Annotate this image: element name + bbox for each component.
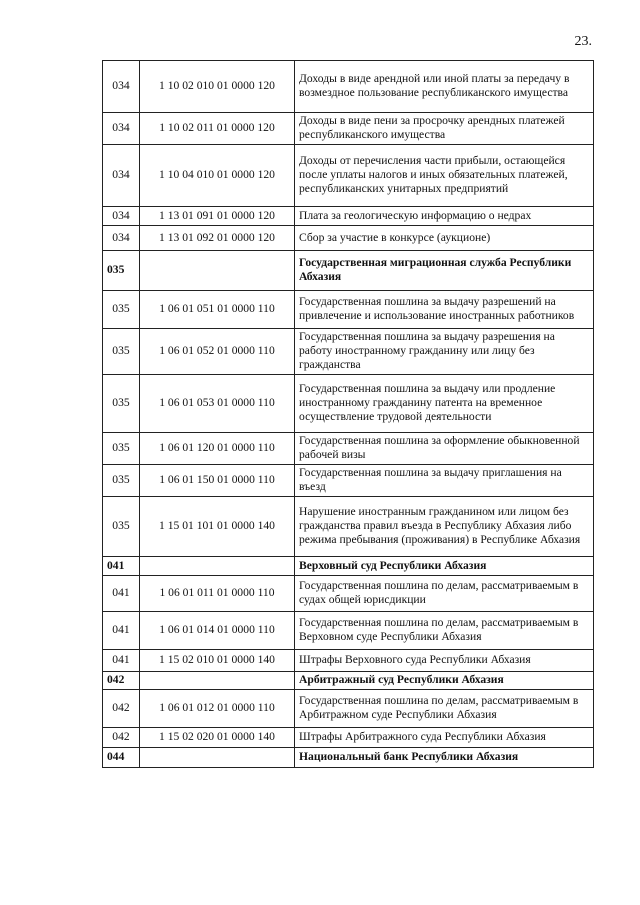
description-cell: Штрафы Верховного суда Республики Абхазия (295, 650, 594, 672)
budget-code-cell: 1 06 01 052 01 0000 110 (140, 329, 295, 375)
budget-code-cell: 1 13 01 092 01 0000 120 (140, 226, 295, 251)
description-cell: Арбитражный суд Республики Абхазия (295, 672, 594, 690)
table-row (103, 145, 594, 207)
admin-code-cell: 035 (103, 251, 140, 291)
description-cell: Сбор за участие в конкурсе (аукционе) (295, 226, 594, 251)
table-row (103, 576, 594, 612)
budget-classification-table (102, 60, 594, 768)
table-row (103, 329, 594, 375)
description-cell: Государственная пошлина по делам, рассматриваемым в Арбитражном суде Республики Абхазия (295, 690, 594, 728)
description-cell: Государственная пошлина за выдачу или продление иностранному гражданину патента на временное осуществление трудовой деятельности (295, 375, 594, 433)
budget-code-cell: 1 06 01 011 01 0000 110 (140, 576, 295, 612)
section-header-row (103, 251, 594, 291)
admin-code-cell: 041 (103, 650, 140, 672)
description-cell: Штрафы Арбитражного суда Республики Абхазия (295, 728, 594, 748)
description-cell: Плата за геологическую информацию о недрах (295, 207, 594, 226)
budget-code-cell: 1 10 04 010 01 0000 120 (140, 145, 295, 207)
table-row (103, 61, 594, 113)
admin-code-cell: 035 (103, 329, 140, 375)
table-row (103, 728, 594, 748)
table-row (103, 433, 594, 465)
description-cell: Государственная пошлина за выдачу разрешения на работу иностранному гражданину или лицу без гражданства (295, 329, 594, 375)
budget-code-cell (140, 251, 295, 291)
admin-code-cell: 041 (103, 557, 140, 576)
budget-code-cell: 1 15 01 101 01 0000 140 (140, 497, 295, 557)
budget-code-cell: 1 06 01 014 01 0000 110 (140, 612, 295, 650)
admin-code-cell: 035 (103, 465, 140, 497)
admin-code-cell: 041 (103, 612, 140, 650)
table-row (103, 612, 594, 650)
description-cell: Государственная пошлина за оформление обыкновенной рабочей визы (295, 433, 594, 465)
budget-code-cell: 1 06 01 053 01 0000 110 (140, 375, 295, 433)
budget-code-cell: 1 06 01 150 01 0000 110 (140, 465, 295, 497)
budget-code-cell (140, 557, 295, 576)
section-header-row (103, 748, 594, 768)
table-row (103, 226, 594, 251)
description-cell: Доходы в виде арендной или иной платы за передачу в возмездное пользование республиканского имущества (295, 61, 594, 113)
admin-code-cell: 035 (103, 375, 140, 433)
description-cell: Государственная пошлина по делам, рассматриваемым в судах общей юрисдикции (295, 576, 594, 612)
description-cell: Национальный банк Республики Абхазия (295, 748, 594, 768)
admin-code-cell: 035 (103, 433, 140, 465)
description-cell: Государственная пошлина за выдачу разрешений на привлечение и использование иностранных работников (295, 291, 594, 329)
table-row (103, 465, 594, 497)
admin-code-cell: 034 (103, 207, 140, 226)
description-cell: Верховный суд Республики Абхазия (295, 557, 594, 576)
description-cell: Государственная пошлина за выдачу приглашения на въезд (295, 465, 594, 497)
budget-code-cell: 1 06 01 120 01 0000 110 (140, 433, 295, 465)
admin-code-cell: 034 (103, 145, 140, 207)
admin-code-cell: 044 (103, 748, 140, 768)
page-number: 23. (574, 34, 592, 49)
admin-code-cell: 042 (103, 672, 140, 690)
section-header-row (103, 557, 594, 576)
admin-code-cell: 034 (103, 113, 140, 145)
table-row (103, 291, 594, 329)
admin-code-cell: 042 (103, 728, 140, 748)
description-cell: Государственная миграционная служба Республики Абхазия (295, 251, 594, 291)
description-cell: Доходы от перечисления части прибыли, остающейся после уплаты налогов и иных обязательных платежей, республиканских унитарных предприятий (295, 145, 594, 207)
admin-code-cell: 035 (103, 497, 140, 557)
admin-code-cell: 042 (103, 690, 140, 728)
budget-code-cell: 1 10 02 010 01 0000 120 (140, 61, 295, 113)
admin-code-cell: 034 (103, 226, 140, 251)
description-cell: Доходы в виде пени за просрочку арендных платежей республиканского имущества (295, 113, 594, 145)
budget-code-cell: 1 06 01 051 01 0000 110 (140, 291, 295, 329)
table-row (103, 375, 594, 433)
table-row (103, 650, 594, 672)
budget-code-cell (140, 672, 295, 690)
admin-code-cell: 034 (103, 61, 140, 113)
budget-code-cell: 1 15 02 020 01 0000 140 (140, 728, 295, 748)
description-cell: Нарушение иностранным гражданином или лицом без гражданства правил въезда в Республику Абхазия либо режима пребывания (проживания) в Республике Абхазия (295, 497, 594, 557)
budget-code-cell: 1 10 02 011 01 0000 120 (140, 113, 295, 145)
budget-code-cell: 1 06 01 012 01 0000 110 (140, 690, 295, 728)
section-header-row (103, 672, 594, 690)
admin-code-cell: 041 (103, 576, 140, 612)
description-cell: Государственная пошлина по делам, рассматриваемым в Верховном суде Республики Абхазия (295, 612, 594, 650)
table-row (103, 497, 594, 557)
budget-code-cell: 1 15 02 010 01 0000 140 (140, 650, 295, 672)
table-row (103, 113, 594, 145)
budget-code-cell (140, 748, 295, 768)
table-row (103, 207, 594, 226)
admin-code-cell: 035 (103, 291, 140, 329)
table-row (103, 690, 594, 728)
budget-code-cell: 1 13 01 091 01 0000 120 (140, 207, 295, 226)
